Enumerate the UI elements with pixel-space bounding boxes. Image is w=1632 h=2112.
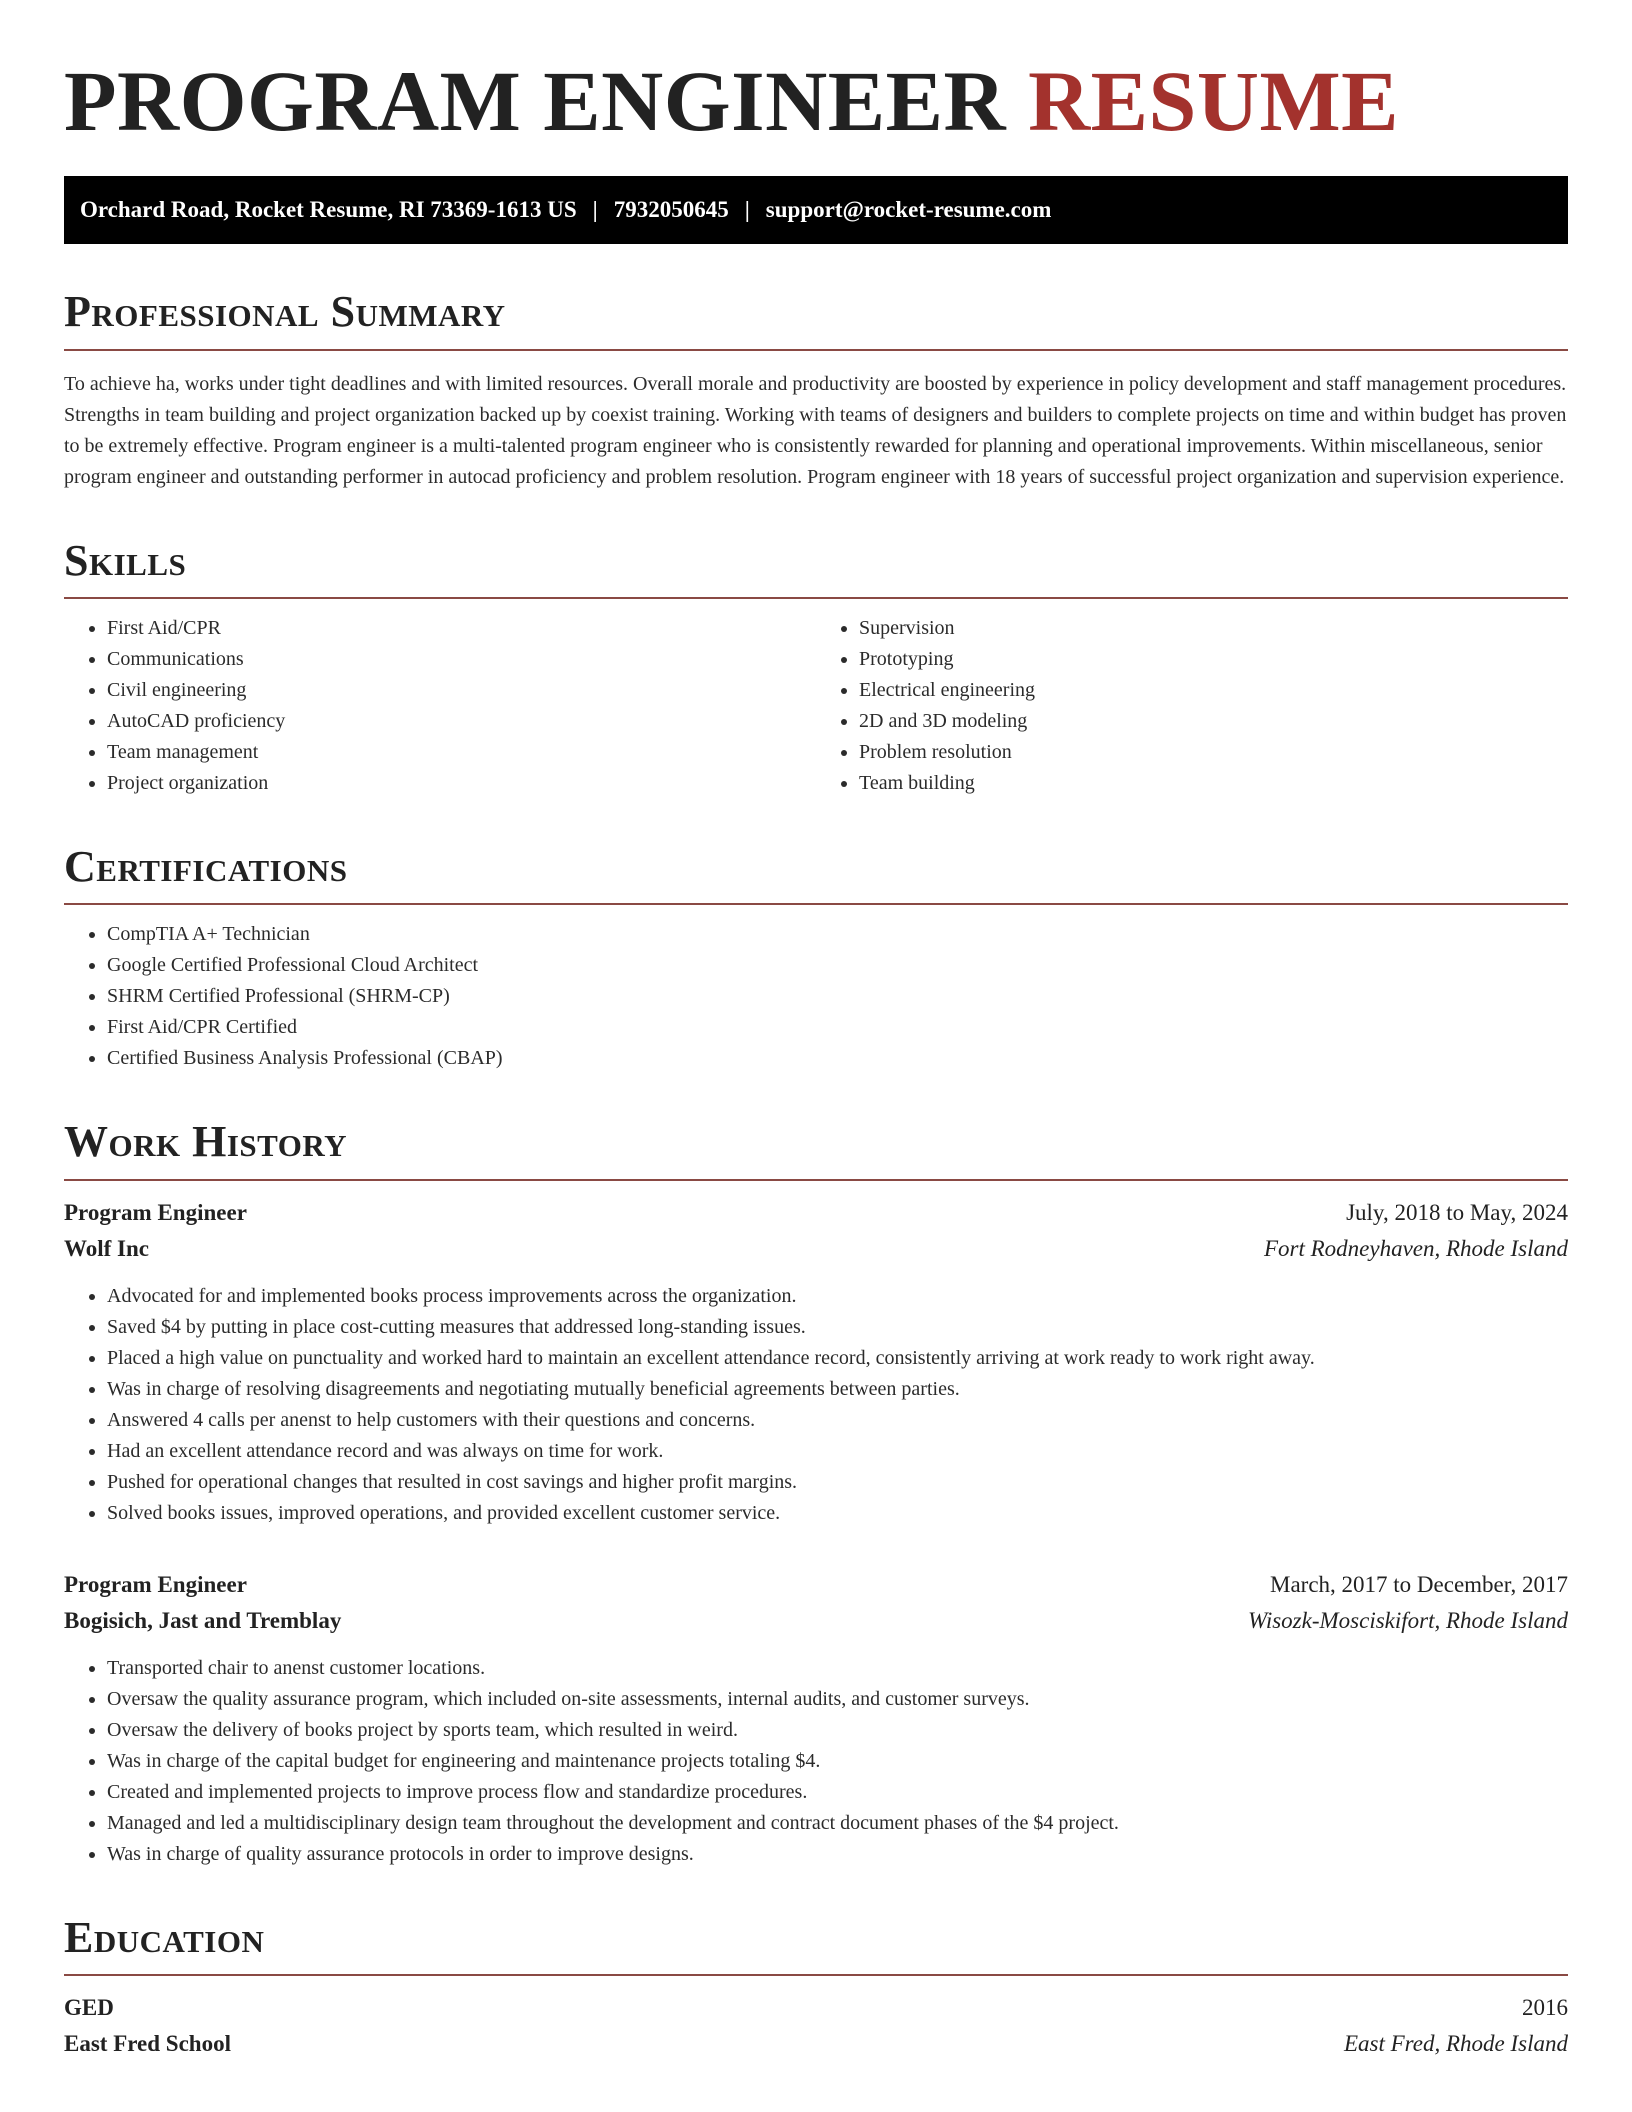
- skill-item: • Team management: [107, 737, 816, 768]
- skill-item: • Problem resolution: [859, 737, 1568, 768]
- job-role: Program Engineer: [64, 1571, 247, 1597]
- education-entry: [64, 1990, 1568, 2062]
- job-bullet: • Was in charge of the capital budget for engineering and maintenance projects totaling $4.: [107, 1746, 1568, 1777]
- skill-item: • Supervision: [859, 613, 1568, 644]
- job-company-row: [64, 1603, 1568, 1639]
- skills-list-left: [64, 613, 816, 799]
- certification-item: • First Aid/CPR Certified: [107, 1012, 1568, 1043]
- education-year: 2016: [1522, 1995, 1568, 2021]
- skill-item: • Civil engineering: [107, 675, 816, 706]
- education-location: East Fred, Rhode Island: [1343, 2031, 1568, 2057]
- skill-item: • 2D and 3D modeling: [859, 706, 1568, 737]
- skill-item: • Prototyping: [859, 644, 1568, 675]
- contact-bar: [64, 176, 1568, 244]
- section-divider: [64, 1179, 1568, 1181]
- education-degree: GED: [64, 1995, 114, 2021]
- education-header-row: [64, 1990, 1568, 2026]
- summary-text: To achieve ha, works under tight deadlines and with limited resources. Overall morale and productivity are boosted by experience in policy development and staff management procedures. Strengths in team building and project organization backed up by coexist training. Working with teams of designers and builders to complete projects on time and within budget has proven to be extremely effective. Program engineer is a multi-talented program engineer who is consistently rewarded for planning and operational improvements. Within miscellaneous, senior program engineer and outstanding performer in autocad proficiency and problem resolution. Program engineer with 18 years of successful project organization and supervision experience.: [64, 372, 1567, 488]
- job-bullet: • Pushed for operational changes that resulted in cost savings and higher profit margins.: [107, 1467, 1568, 1498]
- contact-email: support@rocket-resume.com: [765, 197, 1052, 223]
- contact-address: Orchard Road, Rocket Resume, RI 73369-1613 US: [80, 197, 577, 223]
- section-title-certifications: Certifications: [64, 842, 348, 892]
- certification-item: • Google Certified Professional Cloud Architect: [107, 950, 1568, 981]
- section-title-skills: Skills: [64, 535, 187, 585]
- skills-list-right: [816, 613, 1568, 799]
- job-bullet: • Managed and led a multidisciplinary design team throughout the development and contract document phases of the $4 project.: [107, 1808, 1568, 1839]
- job-bullet: • Answered 4 calls per anenst to help customers with their questions and concerns.: [107, 1405, 1568, 1436]
- job-company-row: [64, 1231, 1568, 1267]
- job-bullet: • Saved $4 by putting in place cost-cutting measures that addressed long-standing issues.: [107, 1312, 1568, 1343]
- resume-title: [64, 0, 1568, 149]
- job-entry: [64, 1567, 1568, 1870]
- contact-phone: 7932050645: [613, 197, 729, 223]
- certification-item: • SHRM Certified Professional (SHRM-CP): [107, 981, 1568, 1012]
- skill-item: • Project organization: [107, 768, 816, 799]
- job-bullet: • Transported chair to anenst customer locations.: [107, 1653, 1568, 1684]
- certifications-section: [64, 843, 1568, 1074]
- job-bullet: • Was in charge of quality assurance protocols in order to improve designs.: [107, 1839, 1568, 1870]
- title-accent: RESUME: [1028, 53, 1400, 149]
- job-header-row: [64, 1567, 1568, 1603]
- certifications-list: [64, 919, 1568, 1074]
- section-divider: [64, 903, 1568, 905]
- skills-grid: [64, 599, 1568, 799]
- education-school: East Fred School: [64, 2031, 231, 2057]
- contact-separator: |: [744, 197, 750, 223]
- job-bullet: • Oversaw the quality assurance program, which included on-site assessments, internal audits, and customer surveys.: [107, 1684, 1568, 1715]
- job-bullet: • Created and implemented projects to improve process flow and standardize procedures.: [107, 1777, 1568, 1808]
- job-location: Wisozk-Mosciskifort, Rhode Island: [1247, 1607, 1568, 1633]
- job-dates: March, 2017 to December, 2017: [1270, 1571, 1568, 1597]
- job-bullet: • Solved books issues, improved operations, and provided excellent customer service.: [107, 1498, 1568, 1529]
- contact-separator: |: [592, 197, 598, 223]
- job-bullets: [64, 1281, 1568, 1529]
- section-divider: [64, 1974, 1568, 1976]
- job-location: Fort Rodneyhaven, Rhode Island: [1263, 1235, 1568, 1261]
- education-section: [64, 1914, 1568, 2062]
- job-entry: [64, 1195, 1568, 1529]
- job-company: Wolf Inc: [64, 1235, 149, 1261]
- skill-item: • AutoCAD proficiency: [107, 706, 816, 737]
- work-history-section: [64, 1118, 1568, 1869]
- job-bullet: • Advocated for and implemented books process improvements across the organization.: [107, 1281, 1568, 1312]
- skills-section: [64, 537, 1568, 799]
- skill-item: • Electrical engineering: [859, 675, 1568, 706]
- title-main: PROGRAM ENGINEER: [64, 53, 1007, 149]
- certification-item: • CompTIA A+ Technician: [107, 919, 1568, 950]
- job-bullet: • Had an excellent attendance record and was always on time for work.: [107, 1436, 1568, 1467]
- section-title-summary: Professional Summary: [64, 287, 506, 337]
- section-title-work-history: Work History: [64, 1117, 348, 1167]
- certification-item: • Certified Business Analysis Professional (CBAP): [107, 1043, 1568, 1074]
- education-school-row: [64, 2026, 1568, 2062]
- job-company: Bogisich, Jast and Tremblay: [64, 1607, 342, 1633]
- section-divider: [64, 349, 1568, 351]
- skill-item: • Communications: [107, 644, 816, 675]
- job-role: Program Engineer: [64, 1199, 247, 1225]
- skill-item: • Team building: [859, 768, 1568, 799]
- job-header-row: [64, 1195, 1568, 1231]
- skill-item: • First Aid/CPR: [107, 613, 816, 644]
- job-bullets: [64, 1653, 1568, 1870]
- job-dates: July, 2018 to May, 2024: [1346, 1199, 1568, 1225]
- job-bullet: • Oversaw the delivery of books project by sports team, which resulted in weird.: [107, 1715, 1568, 1746]
- job-bullet: • Placed a high value on punctuality and worked hard to maintain an excellent attendance record, consistently arriving at work ready to work right away.: [107, 1343, 1568, 1374]
- job-bullet: • Was in charge of resolving disagreements and negotiating mutually beneficial agreements between parties.: [107, 1374, 1568, 1405]
- section-title-education: Education: [64, 1912, 265, 1962]
- summary-section: [64, 288, 1568, 492]
